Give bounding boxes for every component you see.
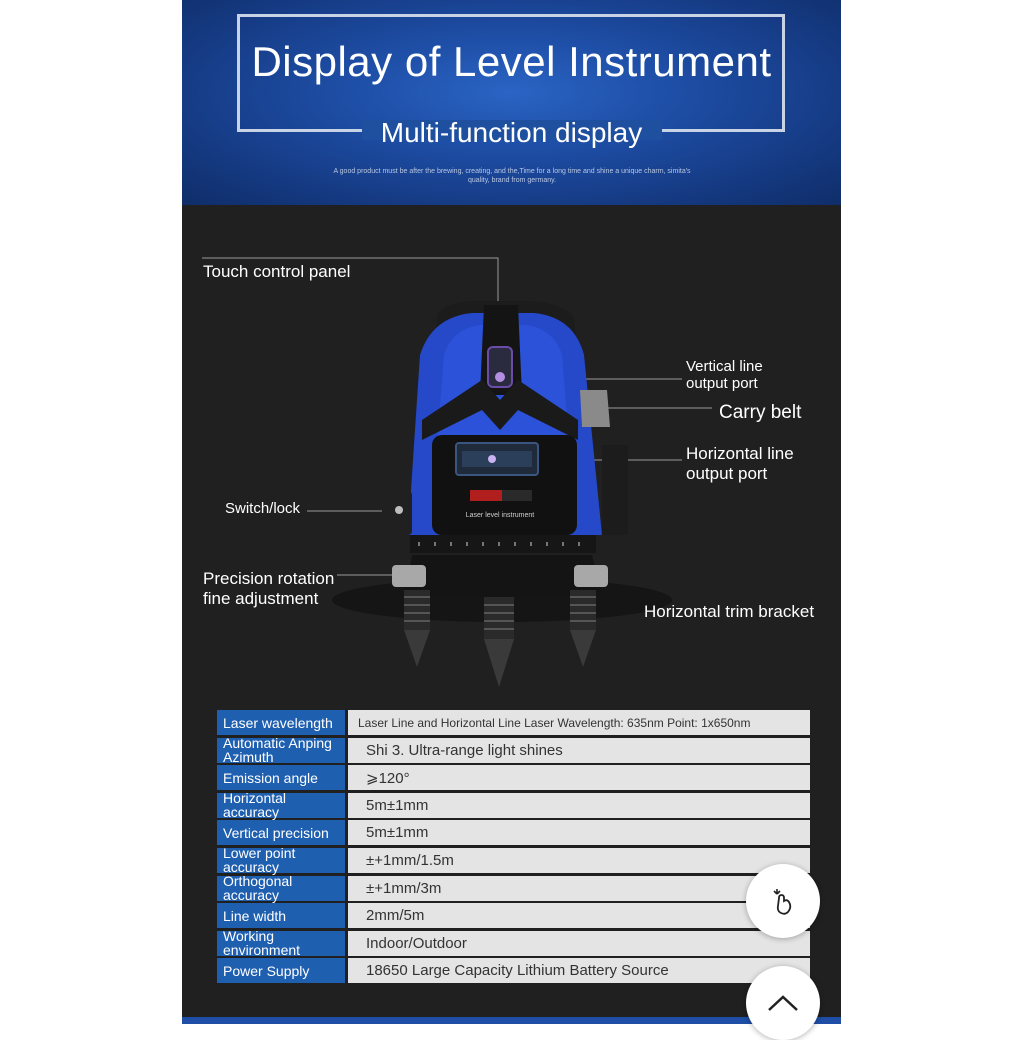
gesture-button[interactable] bbox=[746, 864, 820, 938]
spec-key: Laser wavelength bbox=[217, 710, 345, 735]
spec-row bbox=[217, 928, 810, 959]
spec-value: Laser Line and Horizontal Line Laser Wavelength: 635nm Point: 1x650nm bbox=[348, 710, 810, 735]
spec-key: Horizontal accuracy bbox=[217, 793, 345, 818]
spec-value: 2mm/5m bbox=[348, 903, 810, 928]
spec-key: Working environment bbox=[217, 931, 345, 956]
callout-horizontal-trim-bracket: Horizontal trim bracket bbox=[644, 602, 815, 621]
spec-row bbox=[217, 710, 810, 735]
spec-value: 5m±1mm bbox=[348, 820, 810, 845]
spec-row bbox=[217, 903, 810, 928]
spec-row bbox=[217, 845, 810, 876]
spec-value: 5m±1mm bbox=[348, 793, 810, 818]
spec-row bbox=[217, 820, 810, 845]
callout-switch-lock: Switch/lock bbox=[225, 500, 301, 517]
title-banner bbox=[182, 0, 841, 205]
page-title: Display of Level Instrument bbox=[251, 38, 772, 85]
spec-value: ⩾120° bbox=[348, 765, 810, 790]
spec-row bbox=[217, 735, 810, 766]
spec-row bbox=[217, 790, 810, 821]
spec-row bbox=[217, 873, 810, 904]
spec-key: Line width bbox=[217, 903, 345, 928]
spec-table bbox=[217, 710, 810, 986]
callout-horizontal-line-port: Horizontal line output port bbox=[686, 444, 794, 483]
bottom-strip bbox=[182, 1017, 841, 1024]
spec-key: Emission angle bbox=[217, 765, 345, 790]
spec-value: 18650 Large Capacity Lithium Battery Source bbox=[348, 958, 810, 983]
callout-precision-rotation: Precision rotation fine adjustment bbox=[203, 569, 335, 608]
scroll-to-top-button[interactable] bbox=[746, 966, 820, 1040]
brand-label: Laser level instrument bbox=[465, 512, 535, 519]
spec-key: Lower point accuracy bbox=[217, 848, 345, 873]
page-subtitle: Multi-function display bbox=[380, 117, 643, 148]
spec-key: Orthogonal accuracy bbox=[217, 876, 345, 901]
spec-key: Power Supply bbox=[217, 958, 345, 983]
callout-vertical-line-port: Vertical line output port bbox=[686, 358, 763, 392]
spec-value: ±+1mm/1.5m bbox=[348, 848, 810, 873]
chevron-up-icon bbox=[766, 993, 800, 1013]
callout-touch-control-panel: Touch control panel bbox=[203, 262, 351, 281]
hand-gesture-icon bbox=[768, 886, 798, 916]
product-poster bbox=[182, 0, 841, 1024]
spec-value: Indoor/Outdoor bbox=[348, 931, 810, 956]
spec-row bbox=[217, 958, 810, 983]
spec-row bbox=[217, 765, 810, 790]
spec-value: ±+1mm/3m bbox=[348, 876, 810, 901]
spec-value: Shi 3. Ultra-range light shines bbox=[348, 738, 810, 763]
spec-key: Vertical precision bbox=[217, 820, 345, 845]
tagline: A good product must be after the brewing, creating, and the,Time for a long time and shine a unique charm, simita's quality, brand from germany. bbox=[333, 168, 691, 184]
callout-carry-belt: Carry belt bbox=[719, 402, 802, 423]
spec-key: Automatic Anping Azimuth bbox=[217, 738, 345, 763]
